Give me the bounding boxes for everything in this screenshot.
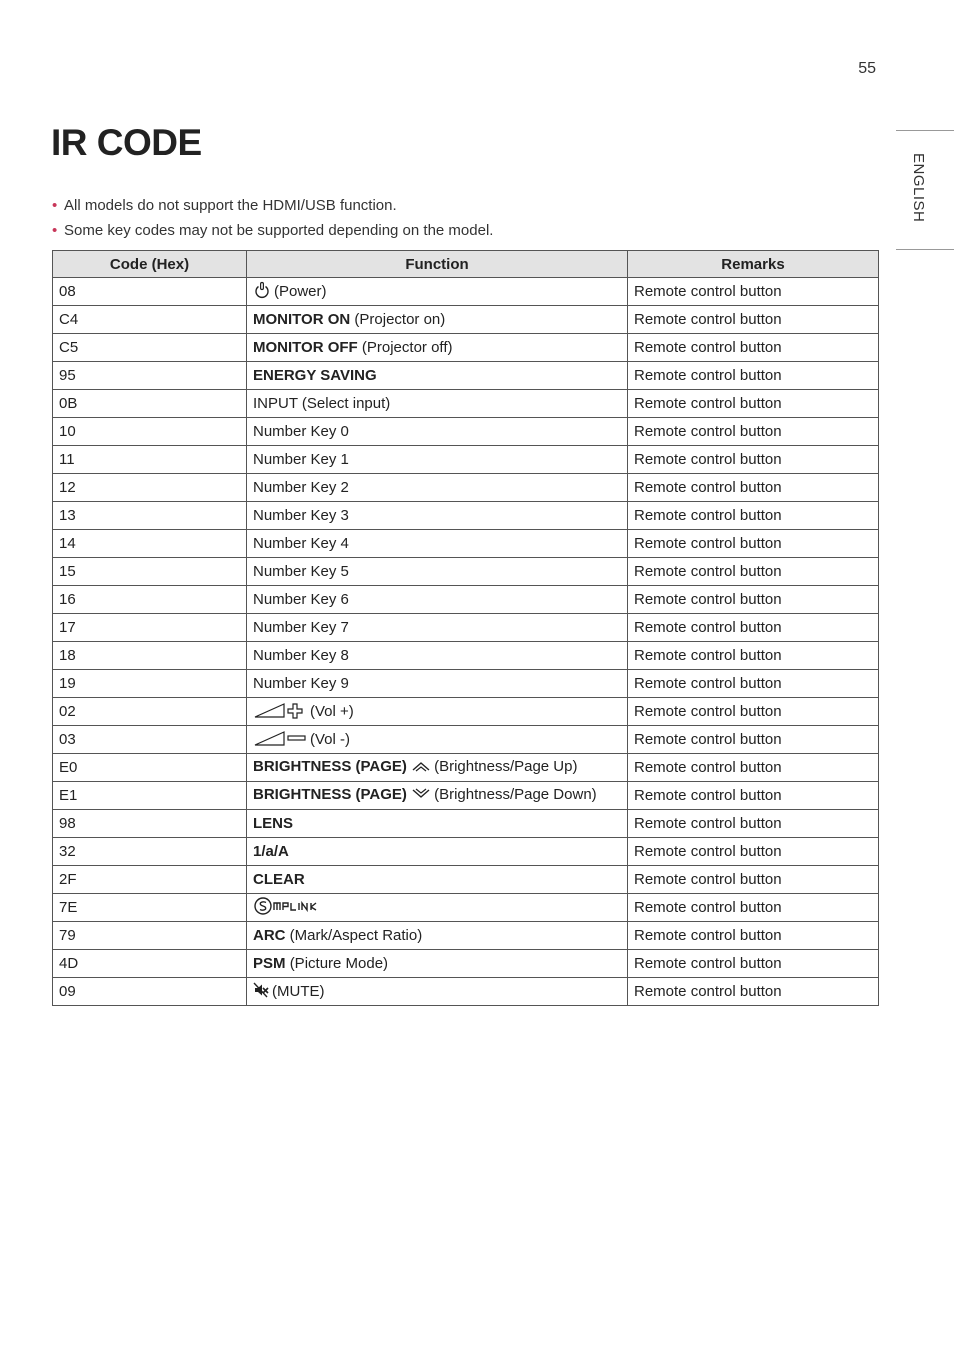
- function-cell: [247, 278, 628, 306]
- volume-up-icon: [253, 701, 307, 723]
- function-cell: [247, 530, 628, 558]
- table-row: [53, 446, 879, 474]
- remarks-cell: Remote control button: [628, 418, 879, 446]
- function-cell: [247, 614, 628, 642]
- header-code: Code (Hex): [53, 251, 247, 278]
- remarks-cell: Remote control button: [628, 474, 879, 502]
- remarks-cell: Remote control button: [628, 446, 879, 474]
- table-row: [53, 726, 879, 754]
- function-cell: [247, 978, 628, 1006]
- function-description: Number Key 1: [253, 451, 349, 468]
- table-row: [53, 306, 879, 334]
- function-description: (Power): [274, 282, 327, 300]
- function-key-label: PSM: [253, 955, 286, 972]
- power-icon: [253, 281, 271, 303]
- function-cell: [247, 810, 628, 838]
- remarks-cell: Remote control button: [628, 726, 879, 754]
- remarks-cell: Remote control button: [628, 810, 879, 838]
- function-cell: [247, 586, 628, 614]
- function-description: Number Key 4: [253, 535, 349, 552]
- ir-code-table: [52, 250, 879, 1006]
- table-row: [53, 334, 879, 362]
- function-description: (MUTE): [272, 982, 325, 1000]
- remarks-cell: Remote control button: [628, 922, 879, 950]
- function-key-label: ENERGY SAVING: [253, 367, 377, 384]
- function-description: (Mark/Aspect Ratio): [289, 927, 423, 944]
- function-key-label: BRIGHTNESS (PAGE): [253, 786, 407, 804]
- code-cell: 12: [53, 474, 247, 502]
- remarks-cell: Remote control button: [628, 782, 879, 810]
- table-row: [53, 754, 879, 782]
- function-description: (Projector on): [354, 311, 446, 328]
- code-cell: E0: [53, 754, 247, 782]
- function-cell: [247, 922, 628, 950]
- function-key-label: LENS: [253, 815, 294, 832]
- function-description: Number Key 3: [253, 507, 349, 524]
- remarks-cell: Remote control button: [628, 838, 879, 866]
- mute-icon: [253, 982, 269, 1002]
- table-row: [53, 838, 879, 866]
- remarks-cell: Remote control button: [628, 614, 879, 642]
- function-key-label: MONITOR ON: [253, 311, 351, 328]
- remarks-cell: Remote control button: [628, 754, 879, 782]
- function-description: Number Key 5: [253, 563, 349, 580]
- code-cell: 95: [53, 362, 247, 390]
- function-description: Number Key 9: [253, 675, 349, 692]
- function-cell: [247, 474, 628, 502]
- function-cell: [247, 306, 628, 334]
- code-cell: 4D: [53, 950, 247, 978]
- table-row: [53, 782, 879, 810]
- table-header-row: [53, 251, 879, 278]
- function-description: (Brightness/Page Down): [434, 786, 597, 804]
- remarks-cell: Remote control button: [628, 698, 879, 726]
- code-cell: 08: [53, 278, 247, 306]
- table-row: [53, 502, 879, 530]
- code-cell: 02: [53, 698, 247, 726]
- function-cell: [247, 894, 628, 922]
- function-cell: [247, 698, 628, 726]
- function-description: (Picture Mode): [289, 955, 389, 972]
- function-key-label: MONITOR OFF: [253, 339, 358, 356]
- remarks-cell: Remote control button: [628, 894, 879, 922]
- code-cell: 17: [53, 614, 247, 642]
- table-row: [53, 866, 879, 894]
- function-key-label: CLEAR: [253, 871, 305, 888]
- table-row: [53, 670, 879, 698]
- function-description: Number Key 0: [253, 423, 349, 440]
- function-description: (Vol -): [310, 730, 351, 748]
- code-cell: 98: [53, 810, 247, 838]
- note-item: • Some key codes may not be supported depending on the model.: [52, 218, 493, 243]
- table-row: [53, 362, 879, 390]
- remarks-cell: Remote control button: [628, 390, 879, 418]
- table-row: [53, 418, 879, 446]
- language-side-tab: [896, 130, 954, 250]
- page-title: IR CODE: [51, 122, 202, 163]
- language-label: ENGLISH: [910, 153, 927, 223]
- remarks-cell: Remote control button: [628, 866, 879, 894]
- code-cell: E1: [53, 782, 247, 810]
- table-row: [53, 558, 879, 586]
- remarks-cell: Remote control button: [628, 334, 879, 362]
- table-row: [53, 390, 879, 418]
- table-row: [53, 642, 879, 670]
- function-description: Number Key 6: [253, 591, 349, 608]
- table-row: [53, 278, 879, 306]
- code-cell: 13: [53, 502, 247, 530]
- remarks-cell: Remote control button: [628, 530, 879, 558]
- code-cell: 11: [53, 446, 247, 474]
- table-row: [53, 614, 879, 642]
- function-key-label: ARC: [253, 927, 286, 944]
- code-cell: 14: [53, 530, 247, 558]
- remarks-cell: Remote control button: [628, 978, 879, 1006]
- notes-list: [52, 193, 493, 243]
- code-cell: C5: [53, 334, 247, 362]
- function-cell: [247, 670, 628, 698]
- table-row: [53, 894, 879, 922]
- code-cell: 7E: [53, 894, 247, 922]
- code-cell: 32: [53, 838, 247, 866]
- remarks-cell: Remote control button: [628, 362, 879, 390]
- function-cell: [247, 838, 628, 866]
- note-item: • All models do not support the HDMI/USB function.: [52, 193, 493, 218]
- remarks-cell: Remote control button: [628, 558, 879, 586]
- function-cell: [247, 558, 628, 586]
- header-remarks: Remarks: [628, 251, 879, 278]
- function-cell: [247, 642, 628, 670]
- function-cell: [247, 446, 628, 474]
- code-cell: 18: [53, 642, 247, 670]
- function-cell: [247, 418, 628, 446]
- function-description: Number Key 2: [253, 479, 349, 496]
- code-cell: 0B: [53, 390, 247, 418]
- function-cell: [247, 950, 628, 978]
- volume-down-icon: [253, 729, 307, 751]
- function-cell: [247, 726, 628, 754]
- code-cell: 10: [53, 418, 247, 446]
- page-number: 55: [858, 60, 876, 77]
- remarks-cell: Remote control button: [628, 586, 879, 614]
- function-cell: [247, 866, 628, 894]
- function-description: (Vol +): [310, 702, 354, 720]
- remarks-cell: Remote control button: [628, 278, 879, 306]
- table-row: [53, 978, 879, 1006]
- function-description: Number Key 7: [253, 619, 349, 636]
- remarks-cell: Remote control button: [628, 306, 879, 334]
- table-row: [53, 698, 879, 726]
- table-row: [53, 922, 879, 950]
- function-description: (Brightness/Page Up): [434, 758, 578, 776]
- function-cell: [247, 334, 628, 362]
- function-description: Number Key 8: [253, 647, 349, 664]
- remarks-cell: Remote control button: [628, 950, 879, 978]
- code-cell: 09: [53, 978, 247, 1006]
- function-description: (Projector off): [361, 339, 453, 356]
- code-cell: 19: [53, 670, 247, 698]
- function-cell: [247, 754, 628, 782]
- table-row: [53, 810, 879, 838]
- chevron-down-icon: [411, 787, 431, 805]
- function-description: INPUT (Select input): [253, 395, 391, 412]
- code-cell: 15: [53, 558, 247, 586]
- remarks-cell: Remote control button: [628, 670, 879, 698]
- function-cell: [247, 390, 628, 418]
- header-function: Function: [247, 251, 628, 278]
- function-cell: [247, 502, 628, 530]
- code-cell: 79: [53, 922, 247, 950]
- remarks-cell: Remote control button: [628, 642, 879, 670]
- function-cell: [247, 362, 628, 390]
- table-row: [53, 586, 879, 614]
- remarks-cell: Remote control button: [628, 502, 879, 530]
- chevron-up-icon: [411, 759, 431, 777]
- code-cell: 16: [53, 586, 247, 614]
- table-row: [53, 474, 879, 502]
- table-row: [53, 950, 879, 978]
- code-cell: 2F: [53, 866, 247, 894]
- table-row: [53, 530, 879, 558]
- function-key-label: 1/a/A: [253, 843, 289, 860]
- code-cell: C4: [53, 306, 247, 334]
- code-cell: 03: [53, 726, 247, 754]
- function-cell: [247, 782, 628, 810]
- simplink-logo-icon: [253, 896, 329, 920]
- function-key-label: BRIGHTNESS (PAGE): [253, 758, 407, 776]
